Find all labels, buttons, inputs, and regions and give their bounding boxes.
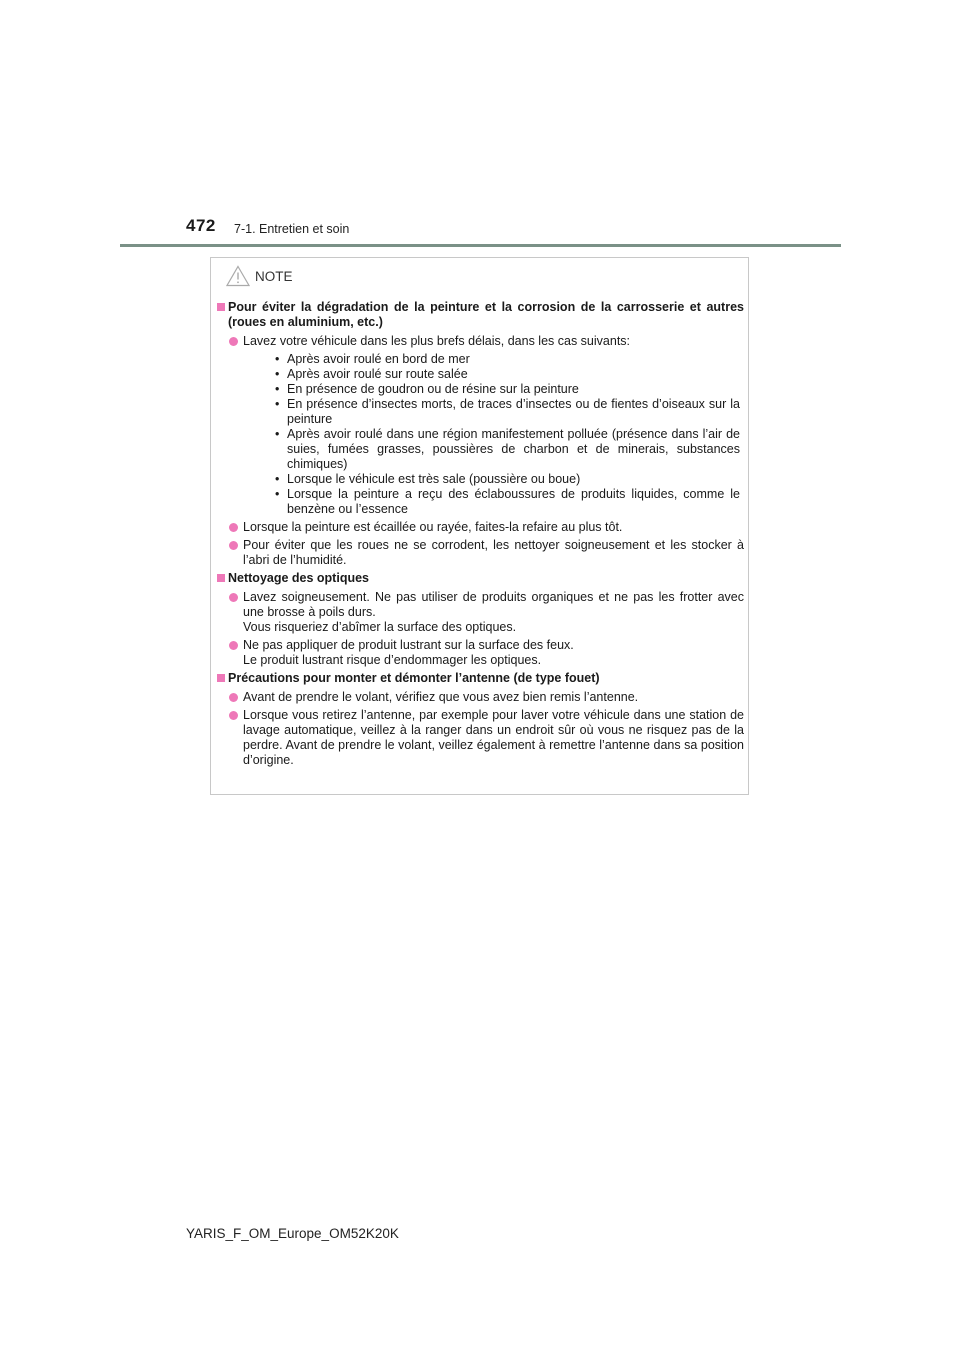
circle-bullet-icon [229, 337, 238, 346]
sub-list-item [243, 397, 744, 427]
note-bullet [217, 590, 744, 635]
circle-bullet-icon [229, 693, 238, 702]
bullet-text: Lavez soigneusement. Ne pas utiliser de produits organiques et ne pas les frotter avec une brosse à poils durs. [243, 590, 744, 619]
note-bullet [217, 690, 744, 705]
note-box [210, 257, 749, 795]
bullet-text: Ne pas appliquer de produit lustrant sur la surface des feux. [243, 638, 574, 652]
note-section-title [217, 300, 744, 330]
footer-doc-id: YARIS_F_OM_Europe_OM52K20K [186, 1226, 399, 1241]
sub-list-text: Après avoir roulé en bord de mer [287, 352, 470, 366]
section-title-text: Pour éviter la dégradation de la peinture et la corrosion de la carrosserie et autres (roues en aluminium, etc.) [228, 300, 744, 329]
bullet-text: Le produit lustrant risque d’endommager les optiques. [243, 653, 542, 667]
bullet-text: Lorsque vous retirez l’antenne, par exemple pour laver votre véhicule dans une station de lavage automatique, veillez à la ranger dans un endroit sûr où vous ne risquez pas de la perdre. Avant de prendre le volant, veillez également à remettre l’antenne dans sa position d’origine. [243, 708, 744, 767]
header-divider [120, 244, 841, 247]
sub-list-item [243, 367, 744, 382]
circle-bullet-icon [229, 593, 238, 602]
note-bullet [217, 520, 744, 535]
note-content [217, 300, 744, 771]
dot-marker-icon: • [275, 382, 280, 396]
dot-marker-icon: • [275, 487, 280, 501]
square-bullet-icon [217, 674, 225, 682]
sub-list-item [243, 472, 744, 487]
square-bullet-icon [217, 303, 225, 311]
warning-triangle-icon [226, 265, 250, 287]
dot-marker-icon: • [275, 367, 280, 381]
sub-list-text: En présence de goudron ou de résine sur la peinture [287, 382, 579, 396]
note-header [226, 263, 293, 289]
note-section-title [217, 671, 744, 686]
note-bullet [217, 638, 744, 668]
sub-list-item [243, 352, 744, 367]
sub-list-item [243, 382, 744, 397]
dot-marker-icon: • [275, 472, 280, 486]
bullet-text: Pour éviter que les roues ne se corrodent, les nettoyer soigneusement et les stocker à l’abri de l’humidité. [243, 538, 744, 567]
section-title-text: Nettoyage des optiques [228, 571, 369, 585]
section-title: 7-1. Entretien et soin [234, 222, 350, 236]
bullet-text: Avant de prendre le volant, vérifiez que vous avez bien remis l’antenne. [243, 690, 639, 704]
circle-bullet-icon [229, 541, 238, 550]
circle-bullet-icon [229, 641, 238, 650]
note-bullet [217, 334, 744, 517]
dot-marker-icon: • [275, 427, 280, 441]
section-title-text: Précautions pour monter et démonter l’antenne (de type fouet) [228, 671, 600, 685]
square-bullet-icon [217, 574, 225, 582]
sub-list-text: Après avoir roulé sur route salée [287, 367, 468, 381]
sub-list-text: Lorsque le véhicule est très sale (poussière ou boue) [287, 472, 581, 486]
sub-list-item [243, 427, 744, 472]
bullet-text: Lorsque la peinture est écaillée ou rayée, faites-la refaire au plus tôt. [243, 520, 623, 534]
bullet-text: Lavez votre véhicule dans les plus brefs délais, dans les cas suivants: [243, 334, 631, 348]
dot-marker-icon: • [275, 352, 280, 366]
note-bullet [217, 538, 744, 568]
bullet-text: Vous risqueriez d’abîmer la surface des optiques. [243, 620, 517, 634]
sub-list [243, 352, 744, 517]
circle-bullet-icon [229, 711, 238, 720]
dot-marker-icon: • [275, 397, 280, 411]
sub-list-item [243, 487, 744, 517]
note-bullet [217, 708, 744, 768]
note-label: NOTE [255, 268, 293, 284]
circle-bullet-icon [229, 523, 238, 532]
note-section-title [217, 571, 744, 586]
page-number: 472 [186, 216, 216, 235]
sub-list-text: Lorsque la peinture a reçu des éclaboussures de produits liquides, comme le benzène ou l’essence [287, 487, 740, 516]
sub-list-text: Après avoir roulé dans une région manifestement polluée (présence dans l’air de suies, fumées grasses, poussières de charbon et de minerais, substances chimiques) [287, 427, 740, 471]
sub-list-text: En présence d’insectes morts, de traces d’insectes ou de fientes d’oiseaux sur la peinture [287, 397, 740, 426]
